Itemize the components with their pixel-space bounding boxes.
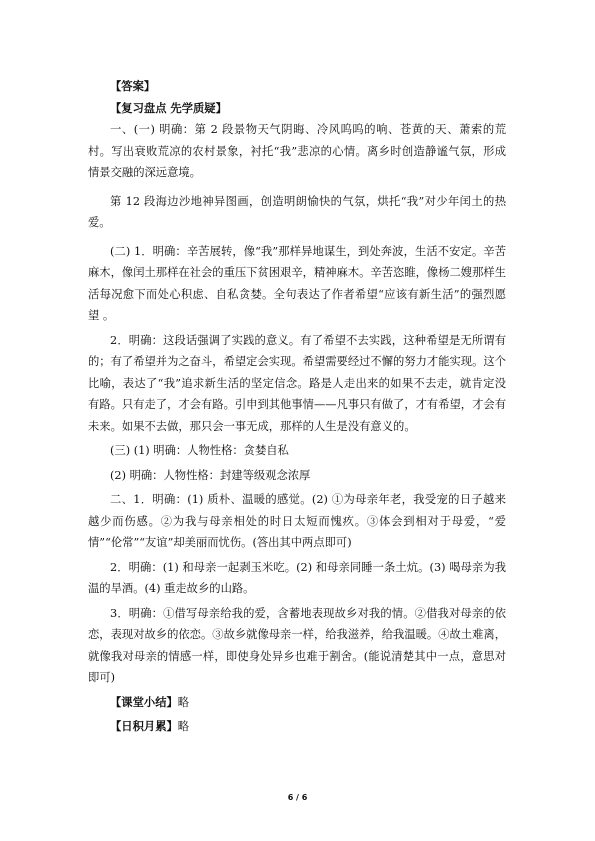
answer-heading: 【答案】 <box>110 80 156 93</box>
section-1-part-1-paragraph-2: 第 12 段海边沙地神异图画，创造明朗愉快的气氛，烘托“我”对少年闰土的热爱。 <box>88 194 506 229</box>
daily-accumulation-value: 略 <box>177 720 190 733</box>
section-2-q2: 2．明确：(1) 和母亲一起剥玉米吃。(2) 和母亲同睡一条土炕。(3) 喝母亲为我温的旱酒。(4) 重走故乡的山路。 <box>88 560 506 595</box>
section-2-q1: 二、1．明确：(1) 质朴、温暖的感觉。(2) ①为母亲年老，我受宠的日子越来越少而伤感。②为我与母亲相处的时日太短而愧疚。③体会到相对于母爱，“爱情”“伦常”“友谊”却美丽而忧伤。(答出其中两点即可) <box>88 493 506 549</box>
answer-content <box>88 76 506 738</box>
section-1-part-1-paragraph: 一、(一) 明确：第 2 段景物天气阴晦、冷风呜呜的响、苍黄的天、萧索的荒村。写出衰败荒凉的农村景象，衬托“我”悲凉的心情。离乡时创造静谧气氛，形成情景交融的深远意境。 <box>88 123 506 179</box>
section-1-part-3-q2: (2) 明确：人物性格：封建等级观念浓厚 <box>110 468 311 482</box>
daily-accumulation <box>88 716 506 738</box>
class-summary <box>88 692 506 714</box>
daily-accumulation-label: 【日积月累】 <box>110 720 178 733</box>
class-summary-value: 略 <box>177 695 190 709</box>
review-heading: 【复习盘点 先学质疑】 <box>110 101 227 115</box>
section-1-part-2-q2: 2．明确：这段话强调了实践的意义。有了希望不去实践，这种希望是无所谓有的；有了希望并为之奋斗，希望定会实现。希望需要经过不懈的努力才能实现。这个比喻，表达了“我”追求新生活的坚定信念。路是人走出来的如果不去走，就肯定没有路。只有走了，才会有路。引申到其他事情——凡事只有做了，才有希望，才会有未来。如果不去做，那只会一事无成，那样的人生是没有意义的。 <box>88 333 506 433</box>
section-1-part-3-q1: (三) (1) 明确：人物性格：贪婪自私 <box>110 444 289 457</box>
page-number: 6 / 6 <box>287 793 308 802</box>
section-1-part-2-q1: (二) 1．明确：辛苦展转，像“我”那样异地谋生，到处奔波，生活不安定。辛苦麻木，像闰土那样在社会的重压下贫困艰辛，精神麻木。辛苦恣睢，像杨二嫂那样生活每况愈下而处心积虑、自私贪婪。全句表达了作者希望“应该有新生活”的强烈愿望 。 <box>88 244 506 322</box>
section-2-q3: 3．明确：①借写母亲给我的爱，含蓄地表现故乡对我的情。②借我对母亲的依恋，表现对故乡的依恋。③故乡就像母亲一样，给我滋养，给我温暖。④故土难离，就像我对母亲的情感一样，即使身处异乡也难于割舍。(能说清楚其中一点，意思对即可) <box>88 606 506 684</box>
class-summary-label: 【课堂小结】 <box>110 695 178 709</box>
